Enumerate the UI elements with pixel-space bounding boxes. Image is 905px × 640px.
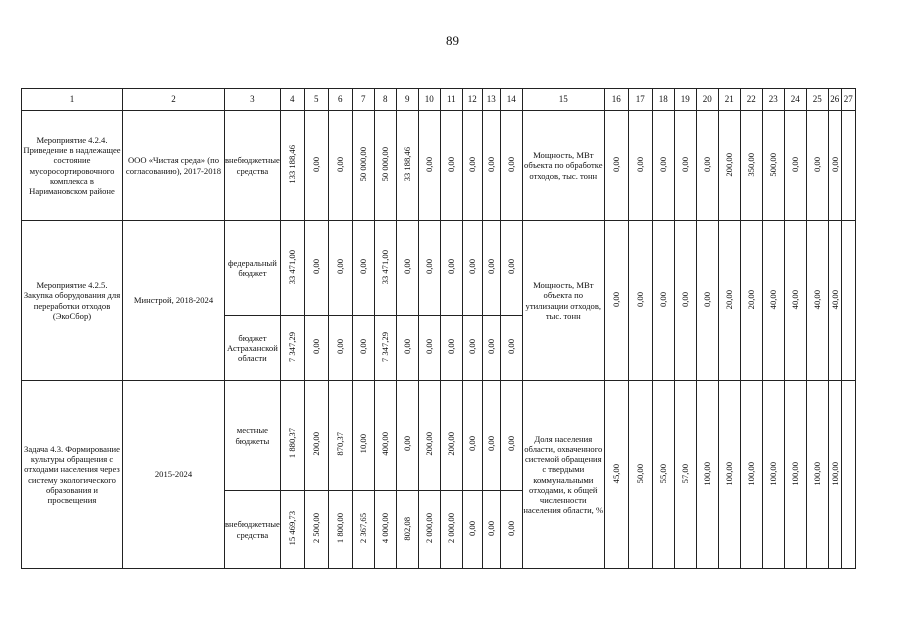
value-cell: 0,00 (500, 491, 522, 569)
value-cell: 0,00 (304, 316, 328, 381)
empty-cell (841, 111, 855, 221)
column-header: 27 (841, 89, 855, 111)
column-header: 10 (418, 89, 440, 111)
column-header: 22 (740, 89, 762, 111)
value-cell: 50 000,00 (374, 111, 396, 221)
value-cell: 0,00 (328, 221, 352, 316)
column-header: 12 (462, 89, 482, 111)
value-cell: 2 000,00 (418, 491, 440, 569)
value-cell: 0,00 (352, 221, 374, 316)
indicator-value: 40,00 (762, 221, 784, 381)
indicator-value: 40,00 (828, 221, 841, 381)
empty-cell (841, 221, 855, 381)
column-header: 23 (762, 89, 784, 111)
value-cell: 0,00 (500, 221, 522, 316)
value-cell: 7 347,29 (374, 316, 396, 381)
column-header: 6 (328, 89, 352, 111)
column-header: 5 (304, 89, 328, 111)
value-cell: 0,00 (500, 316, 522, 381)
indicator-value: 40,00 (806, 221, 828, 381)
value-cell: 200,00 (304, 381, 328, 491)
value-cell: 50 000,00 (352, 111, 374, 221)
value-cell: 10,00 (352, 381, 374, 491)
indicator-value: 100,00 (740, 381, 762, 569)
value-cell: 0,00 (482, 111, 500, 221)
value-cell: 0,00 (462, 111, 482, 221)
value-cell: 0,00 (440, 111, 462, 221)
indicator-value: 100,00 (806, 381, 828, 569)
value-cell: 0,00 (328, 316, 352, 381)
program-table (21, 88, 856, 569)
value-cell: 0,00 (304, 111, 328, 221)
executor-cell: ООО «Чистая среда» (по согласованию), 2017-2018 (123, 111, 225, 221)
value-cell: 33 188,46 (396, 111, 418, 221)
value-cell: 2 367,65 (352, 491, 374, 569)
indicator-value: 20,00 (718, 221, 740, 381)
value-cell: 802,08 (396, 491, 418, 569)
value-cell: 0,00 (482, 316, 500, 381)
value-cell: 2 000,00 (440, 491, 462, 569)
funding-source: внебюджетные средства (225, 491, 281, 569)
value-cell: 0,00 (462, 221, 482, 316)
value-cell: 133 188,46 (280, 111, 304, 221)
indicator-value: 0,00 (696, 111, 718, 221)
column-header: 18 (652, 89, 674, 111)
value-cell: 0,00 (418, 221, 440, 316)
indicator-value: 0,00 (674, 221, 696, 381)
value-cell: 0,00 (418, 111, 440, 221)
indicator-cell: Мощность, МВт объекта по обработке отходов, тыс. тонн (522, 111, 604, 221)
funding-source: внебюджетные средства (225, 111, 281, 221)
column-header: 7 (352, 89, 374, 111)
value-cell: 0,00 (462, 491, 482, 569)
value-cell: 0,00 (352, 316, 374, 381)
value-cell: 0,00 (396, 221, 418, 316)
column-header: 11 (440, 89, 462, 111)
value-cell: 400,00 (374, 381, 396, 491)
column-header: 1 (22, 89, 123, 111)
indicator-value: 0,00 (806, 111, 828, 221)
value-cell: 33 471,00 (374, 221, 396, 316)
value-cell: 1 800,00 (328, 491, 352, 569)
indicator-value: 0,00 (628, 221, 652, 381)
value-cell: 4 000,00 (374, 491, 396, 569)
indicator-value: 40,00 (784, 221, 806, 381)
value-cell: 0,00 (440, 221, 462, 316)
value-cell: 0,00 (462, 316, 482, 381)
table-row (22, 111, 856, 221)
measure-name: Мероприятие 4.2.5. Закупка оборудования для переработки отходов (ЭкоСбор) (22, 221, 123, 381)
page-number: 89 (446, 33, 459, 48)
value-cell: 0,00 (328, 111, 352, 221)
column-header: 3 (225, 89, 281, 111)
value-cell: 0,00 (482, 381, 500, 491)
value-cell: 200,00 (418, 381, 440, 491)
value-cell: 33 471,00 (280, 221, 304, 316)
value-cell: 200,00 (440, 381, 462, 491)
indicator-cell: Доля населения области, охваченного системой обращения с твердыми коммунальными отходами, к общей численности населения области, % (522, 381, 604, 569)
value-cell: 0,00 (396, 381, 418, 491)
column-header: 2 (123, 89, 225, 111)
indicator-value: 57,00 (674, 381, 696, 569)
value-cell: 0,00 (500, 111, 522, 221)
indicator-value: 0,00 (784, 111, 806, 221)
column-header: 25 (806, 89, 828, 111)
indicator-value: 500,00 (762, 111, 784, 221)
column-header: 4 (280, 89, 304, 111)
indicator-cell: Мощность, МВт объекта по утилизации отходов, тыс. тонн (522, 221, 604, 381)
indicator-value: 100,00 (718, 381, 740, 569)
indicator-value: 0,00 (628, 111, 652, 221)
indicator-value: 200,00 (718, 111, 740, 221)
executor-cell: 2015-2024 (123, 381, 225, 569)
indicator-value: 20,00 (740, 221, 762, 381)
measure-name: Мероприятие 4.2.4. Приведение в надлежащее состояние мусоросортировочного комплекса в Наримановском районе (22, 111, 123, 221)
column-header: 15 (522, 89, 604, 111)
indicator-value: 55,00 (652, 381, 674, 569)
value-cell: 0,00 (500, 381, 522, 491)
indicator-value: 0,00 (604, 111, 628, 221)
column-header: 24 (784, 89, 806, 111)
column-header: 14 (500, 89, 522, 111)
indicator-value: 100,00 (828, 381, 841, 569)
value-cell: 2 500,00 (304, 491, 328, 569)
column-header: 21 (718, 89, 740, 111)
column-header: 20 (696, 89, 718, 111)
value-cell: 0,00 (440, 316, 462, 381)
value-cell: 7 347,29 (280, 316, 304, 381)
funding-source: местные бюджеты (225, 381, 281, 491)
column-header: 16 (604, 89, 628, 111)
column-header: 26 (828, 89, 841, 111)
indicator-value: 350,00 (740, 111, 762, 221)
value-cell: 0,00 (396, 316, 418, 381)
executor-cell: Минстрой, 2018-2024 (123, 221, 225, 381)
value-cell: 0,00 (462, 381, 482, 491)
funding-source: федеральный бюджет (225, 221, 281, 316)
indicator-value: 0,00 (674, 111, 696, 221)
column-header: 9 (396, 89, 418, 111)
indicator-value: 50,00 (628, 381, 652, 569)
indicator-value: 0,00 (604, 221, 628, 381)
column-header: 19 (674, 89, 696, 111)
table-row (22, 381, 856, 491)
indicator-value: 100,00 (784, 381, 806, 569)
value-cell: 0,00 (482, 491, 500, 569)
indicator-value: 0,00 (652, 111, 674, 221)
column-header: 13 (482, 89, 500, 111)
task-name: Задача 4.3. Формирование культуры обращения с отходами населения через систему экологического образования и просвещения (22, 381, 123, 569)
column-header: 8 (374, 89, 396, 111)
indicator-value: 100,00 (696, 381, 718, 569)
table-row (22, 221, 856, 316)
header-row (22, 89, 856, 111)
indicator-value: 0,00 (696, 221, 718, 381)
value-cell: 15 469,73 (280, 491, 304, 569)
indicator-value: 45,00 (604, 381, 628, 569)
funding-source: бюджет Астраханской области (225, 316, 281, 381)
indicator-value: 100,00 (762, 381, 784, 569)
column-header: 17 (628, 89, 652, 111)
value-cell: 0,00 (418, 316, 440, 381)
value-cell: 0,00 (304, 221, 328, 316)
empty-cell (841, 381, 855, 569)
indicator-value: 0,00 (828, 111, 841, 221)
value-cell: 1 880,37 (280, 381, 304, 491)
value-cell: 870,37 (328, 381, 352, 491)
indicator-value: 0,00 (652, 221, 674, 381)
value-cell: 0,00 (482, 221, 500, 316)
